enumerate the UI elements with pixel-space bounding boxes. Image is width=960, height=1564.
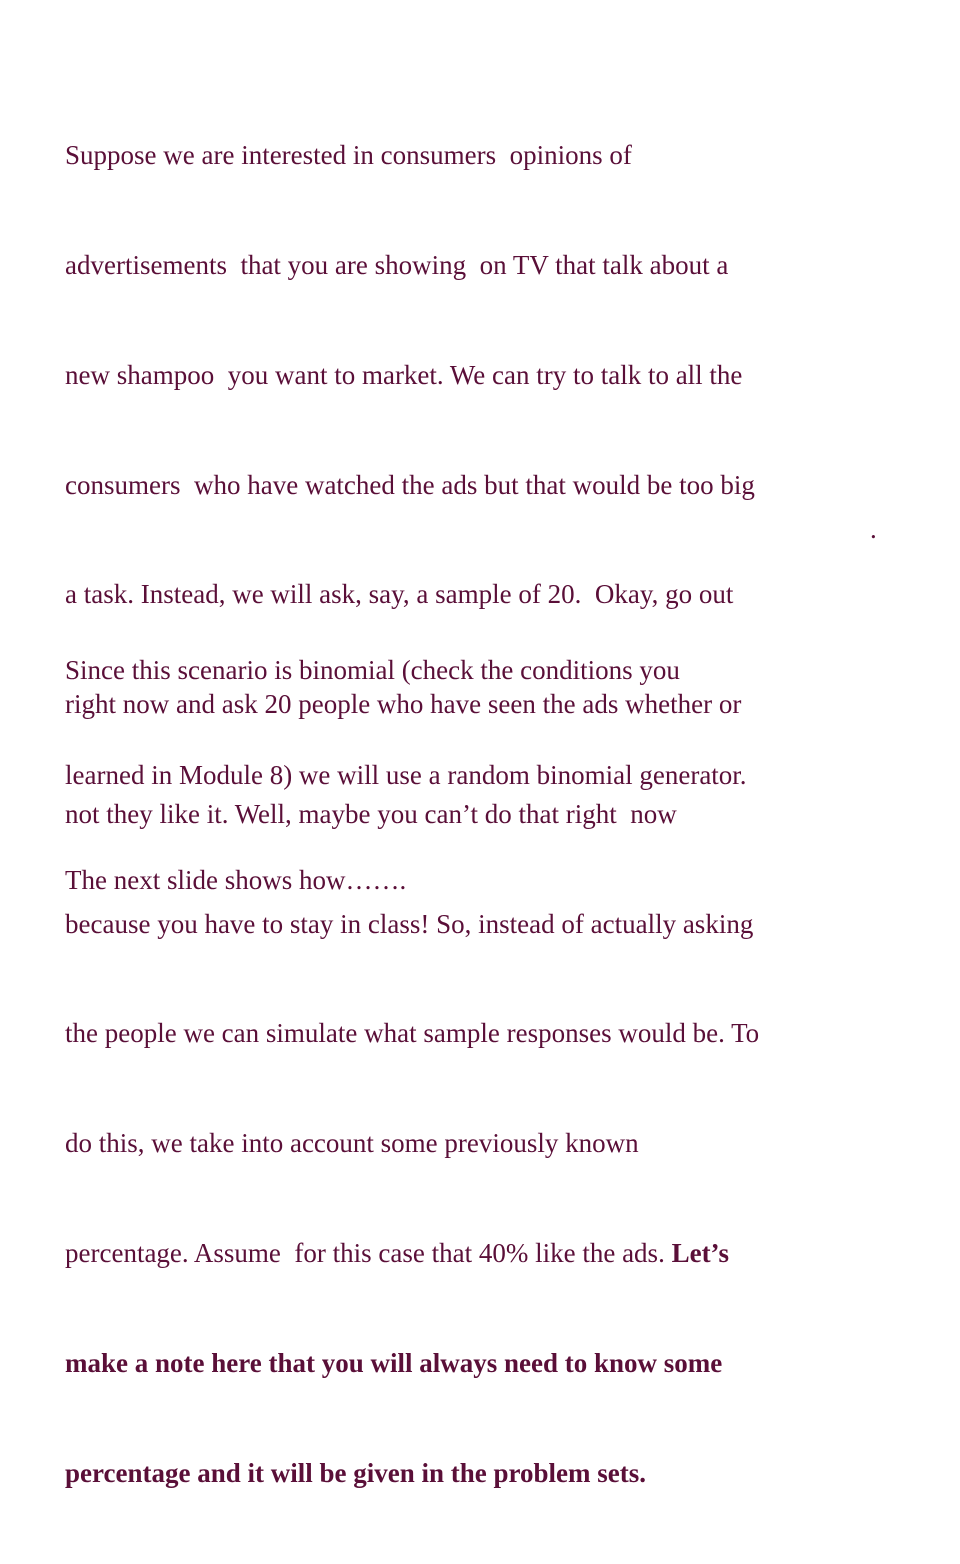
text-line: right now and ask 20 people who have seen the ads whether or [65,689,742,720]
bold-note-start: Let’s [671,1238,730,1268]
text-line: The next slide shows how……. [65,865,407,895]
text-line: advertisements that you are showing on TV that talk about a [65,249,729,280]
text-line: new shampoo you want to market. We can try to talk to all the [65,359,743,390]
text-line: consumers who have watched the ads but that would be too big [65,469,755,500]
text-line-with-bold [65,1235,759,1272]
bold-note-line: make a note here that you will always need to know some [65,1347,723,1378]
text-line: Since this scenario is binomial (check the conditions you [65,655,680,685]
text-line-plain-part: percentage. Assume for this case that 40% like the ads. [65,1238,672,1268]
text-line: Suppose we are interested in consumers opinions of [65,140,632,171]
paragraph-binomial [65,583,747,968]
text-line: the people we can simulate what sample responses would be. To [65,1018,760,1049]
bold-note-line: percentage and it will be given in the problem sets. [65,1457,646,1488]
text-line: because you have to stay in class! So, instead of actually asking [65,908,754,939]
text-line: a task. Instead, we will ask, say, a sample of 20. Okay, go out [65,579,734,610]
stray-dot-mark: . [870,514,877,544]
text-line: not they like it. Well, maybe you can’t do that right now [65,798,677,829]
text-line: learned in Module 8) we will use a random binomial generator. [65,760,747,790]
text-line: do this, we take into account some previously known [65,1128,639,1159]
